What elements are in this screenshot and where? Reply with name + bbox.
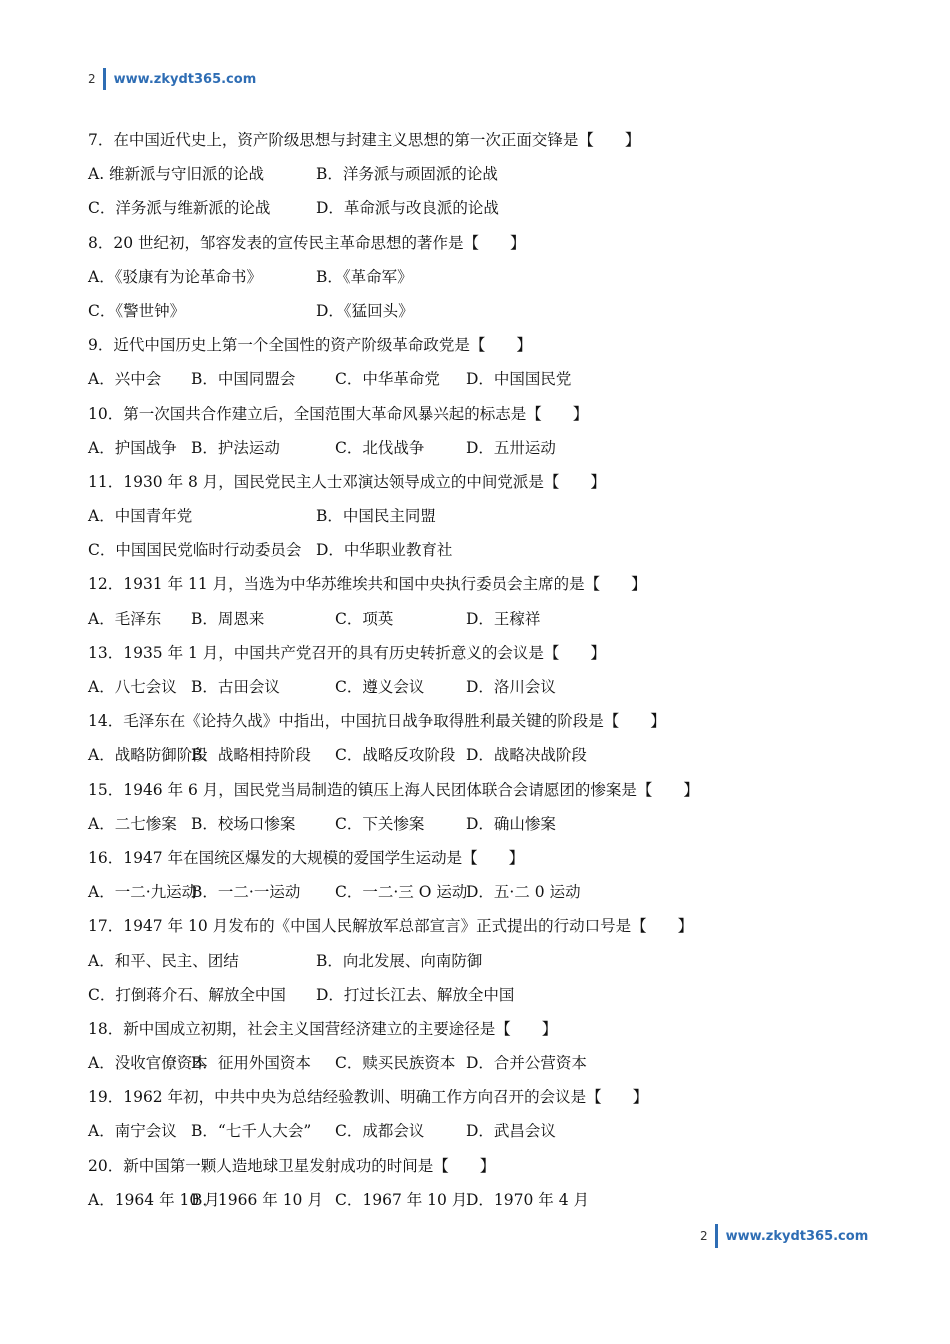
answer-option: D．五·二 0 运动	[466, 883, 581, 902]
option-row	[88, 602, 888, 636]
answer-option: D．确山惨案	[466, 814, 556, 833]
answer-option: B．向北发展、向南防御	[316, 951, 483, 970]
answer-option: B．《革命军》	[316, 267, 413, 286]
question-text: 19．1962 年初，中共中央为总结经验教训、明确工作方向召开的会议是【 】	[88, 1088, 649, 1107]
page-footer	[700, 1224, 868, 1248]
answer-option: C．中国国民党临时行动委员会	[88, 541, 302, 560]
option-row	[88, 978, 888, 1012]
answer-option: A．1964 年 10 月	[88, 1190, 220, 1209]
answer-option: C．成都会议	[335, 1122, 425, 1141]
option-row	[88, 1046, 888, 1080]
answer-option: C．遵义会议	[335, 678, 425, 696]
answer-option: D．中华职业教育社	[316, 541, 453, 560]
answer-option: A．南宁会议	[88, 1122, 177, 1141]
question-text: 17．1947 年 10 月发布的《中国人民解放军总部宣言》正式提出的行动口号是【 】	[88, 917, 694, 936]
option-row	[88, 294, 888, 328]
answer-option: D．革命派与改良派的论战	[316, 199, 499, 218]
answer-option: C．下关惨案	[335, 814, 425, 833]
question-text: 20．新中国第一颗人造地球卫星发射成功的时间是【 】	[88, 1156, 496, 1175]
answer-option: D．战略决战阶段	[466, 746, 587, 765]
answer-option: B．古田会议	[191, 678, 280, 696]
question-text: 12．1931 年 11 月，当选为中华苏维埃共和国中央执行委员会主席的是【 】	[88, 575, 647, 594]
answer-option: B．护法运动	[191, 438, 280, 457]
answer-option: D．《猛回头》	[316, 301, 414, 320]
answer-option: A．中国青年党	[88, 507, 193, 526]
answer-option: D．王稼祥	[466, 609, 541, 628]
answer-option: C．一二·三 O 运动	[335, 883, 468, 902]
option-row	[88, 875, 888, 909]
option-row	[88, 431, 888, 465]
answer-option: B．中国民主同盟	[316, 507, 436, 526]
answer-option: C．《警世钟》	[88, 301, 186, 320]
question-text: 16．1947 年在国统区爆发的大规模的爱国学生运动是【 】	[88, 848, 525, 867]
answer-option: C．战略反攻阶段	[335, 746, 456, 765]
answer-option: A．护国战争	[88, 438, 177, 457]
header-page-number: 2	[88, 72, 96, 86]
question-text: 9．近代中国历史上第一个全国性的资产阶级革命政党是【 】	[88, 336, 532, 355]
answer-option: B．校场口惨案	[191, 814, 296, 833]
footer-divider	[715, 1224, 718, 1248]
option-row	[88, 362, 888, 396]
answer-option: A．没收官僚资本	[88, 1054, 208, 1073]
answer-option: D．1970 年 4 月	[466, 1190, 590, 1209]
answer-option: B．“七千人大会”	[191, 1122, 312, 1141]
answer-option: C．中华革命党	[335, 370, 440, 389]
option-row	[88, 807, 888, 841]
answer-option: D．合并公营资本	[466, 1054, 587, 1073]
question-text: 7．在中国近代史上，资产阶级思想与封建主义思想的第一次正面交锋是【 】	[88, 131, 641, 149]
answer-option: C．洋务派与维新派的论战	[88, 199, 271, 218]
footer-page-number: 2	[700, 1229, 708, 1243]
answer-option: A．战略防御阶段	[88, 746, 208, 765]
header-divider	[103, 68, 106, 90]
option-row	[88, 1114, 888, 1148]
answer-option: A．一二·九运动	[88, 883, 198, 902]
question-text: 18．新中国成立初期，社会主义国营经济建立的主要途径是【 】	[88, 1019, 558, 1038]
answer-option: C．1967 年 10 月	[335, 1190, 468, 1209]
answer-option: B．周恩来	[191, 609, 265, 628]
answer-option: C．打倒蒋介石、解放全中国	[88, 985, 286, 1004]
question-text: 13．1935 年 1 月，中国共产党召开的具有历史转折意义的会议是【 】	[88, 643, 606, 662]
answer-option: C．项英	[335, 609, 394, 628]
option-row	[88, 260, 888, 294]
answer-option: A．毛泽东	[88, 609, 162, 628]
answer-option: C．北伐战争	[335, 438, 425, 457]
option-row	[88, 499, 888, 533]
question-text: 14．毛泽东在《论持久战》中指出，中国抗日战争取得胜利最关键的阶段是【 】	[88, 712, 666, 731]
page-header	[88, 68, 256, 90]
answer-option: B．一二·一运动	[191, 883, 301, 902]
option-row	[88, 670, 888, 704]
answer-option: A．兴中会	[88, 370, 162, 389]
answer-option: A．二七惨案	[88, 814, 177, 833]
question-text: 8．20 世纪初，邹容发表的宣传民主革命思想的著作是【 】	[88, 233, 526, 252]
answer-option: A．和平、民主、团结	[88, 951, 239, 970]
answer-option: A. 维新派与守旧派的论战	[88, 165, 265, 184]
answer-option: C．赎买民族资本	[335, 1054, 456, 1073]
header-site-link[interactable]: www.zkydt365.com	[113, 71, 257, 87]
answer-option: B．中国同盟会	[191, 370, 296, 389]
option-row	[88, 157, 888, 191]
answer-option: A．八七会议	[88, 678, 177, 696]
answer-option: B．征用外国资本	[191, 1054, 311, 1073]
answer-option: D．中国国民党	[466, 370, 572, 389]
question-text: 10．第一次国共合作建立后，全国范围大革命风暴兴起的标志是【 】	[88, 404, 589, 423]
answer-option: B．洋务派与顽固派的论战	[316, 165, 498, 184]
answer-option: D．武昌会议	[466, 1122, 556, 1141]
option-row	[88, 533, 888, 567]
option-row	[88, 738, 888, 772]
footer-site-link[interactable]: www.zkydt365.com	[725, 1228, 869, 1244]
answer-option: D．洛川会议	[466, 678, 556, 696]
question-list	[88, 123, 888, 1217]
option-row	[88, 191, 888, 225]
question-text: 11．1930 年 8 月，国民党民主人士邓演达领导成立的中间党派是【 】	[88, 472, 606, 491]
answer-option: D．打过长江去、解放全中国	[316, 985, 515, 1004]
answer-option: B．战略相持阶段	[191, 746, 311, 765]
question-text: 15．1946 年 6 月，国民党当局制造的镇压上海人民团体联合会请愿团的惨案是【 】	[88, 780, 699, 799]
answer-option: D．五卅运动	[466, 438, 556, 457]
option-row	[88, 944, 888, 978]
answer-option: B．1966 年 10 月	[191, 1190, 323, 1209]
option-row	[88, 1183, 888, 1217]
answer-option: A．《驳康有为论革命书》	[88, 267, 262, 286]
